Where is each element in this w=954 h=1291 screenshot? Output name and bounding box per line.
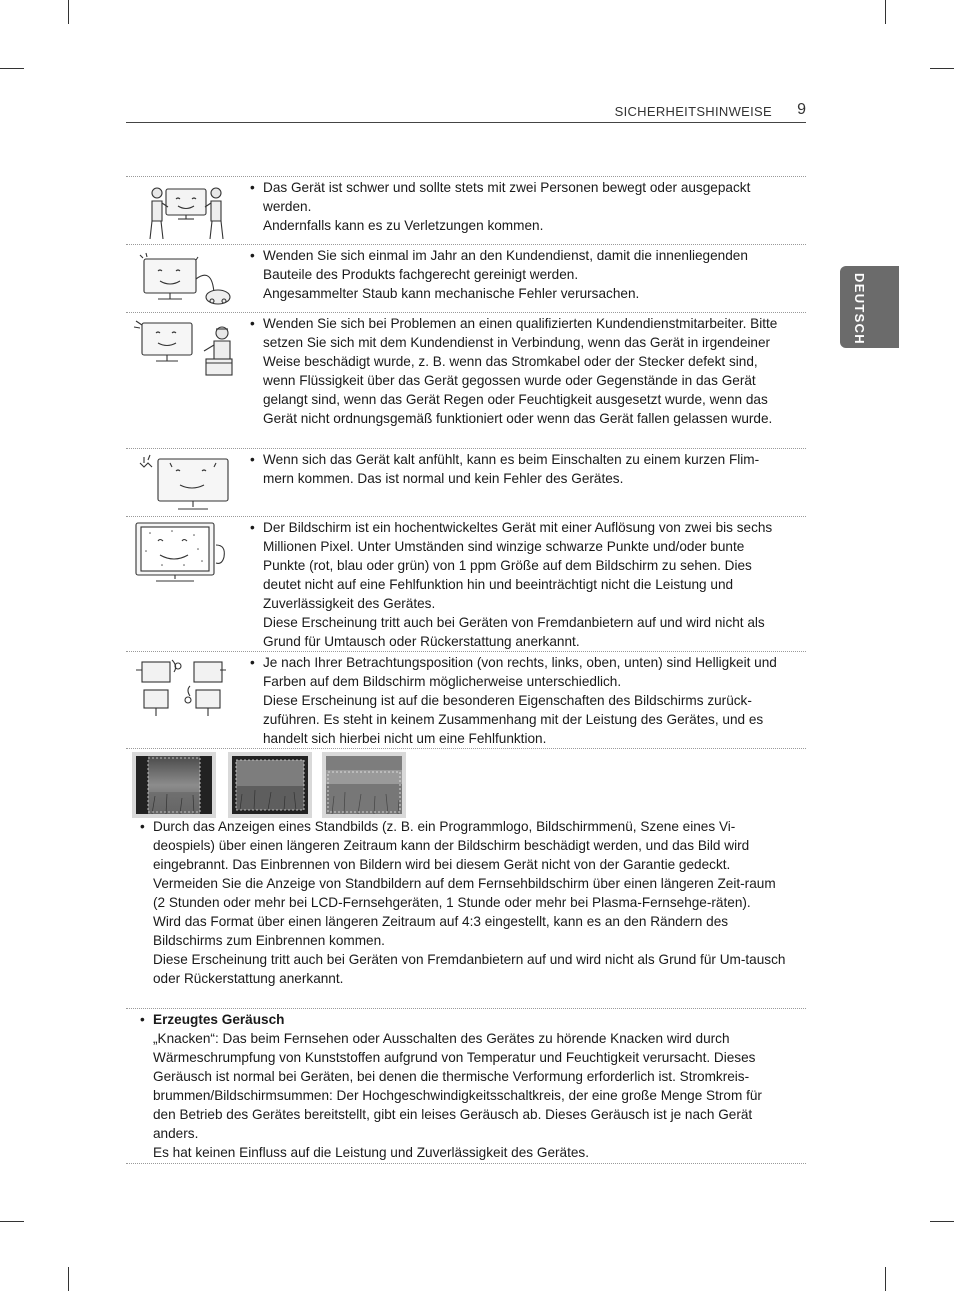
screen-burn-in-images xyxy=(132,752,422,818)
language-tab-label: DEUTSCH xyxy=(852,273,867,345)
burn-in-letterbox-image xyxy=(228,752,312,818)
safety-item: • Der Bildschirm ist ein hochentwickeltes Gerät mit einer Auflösung von zwei bis sechs Millionen Pixel. Unter Umständen sind winzige schwarze Punkte und/oder bunte Punkte (rot, blau oder grün) von 1 ppm Größe auf dem Bildschirm zu sehen. Dies deutet nicht auf eine Fehlfunktion hin und beeinträchtigt nicht die Leistung und Zuverlässigkeit des Gerätes. Diese Erscheinung tritt auch bei Geräten von Fremdanbietern auf und wird nicht als Grund für Umtausch oder Rückerstattung anerkannt. xyxy=(126,516,806,651)
safety-item: • Wenn sich das Gerät kalt anfühlt, kann es beim Einschalten zu einem kurzen Flim-mern kommen. Das ist normal und kein Fehler des Gerätes. xyxy=(126,448,806,516)
page-number: 9 xyxy=(797,101,806,118)
safety-item: • Durch das Anzeigen eines Standbilds (z. B. ein Programmlogo, Bildschirmmenü, Szene eines Vi-deospiels) über einen längeren Zeitraum kann der Bildschirm beschädigt werden, und das Bild wird eingebrannt. Das Einbrennen von Bildern wird bei diesem Gerät nicht von der Garantie gedeckt. Vermeiden Sie die Anzeige von Standbildern auf dem Fernsehbildschirm über einen längeren Zeit-raum (2 Stunden oder mehr bei LCD-Fernsehgeräten, 1 Stunde oder mehr bei Plasma-Fernsehge-räten). Wird das Format über einen längeren Zeitraum auf 4:3 eingestellt, kann es an den Rändern des Bildschirms zum Einbrennen kommen. Diese Erscheinung tritt auch bei Geräten von Fremdanbietern auf und wird nicht als Grund für Um-tausch oder Rückerstattung anerkannt. xyxy=(126,748,806,1008)
burn-in-pillarbox-image xyxy=(132,752,216,818)
crop-mark xyxy=(885,1267,886,1291)
cold-tv-flicker-icon xyxy=(132,453,242,515)
item-text: Wenn sich das Gerät kalt anfühlt, kann es beim Einschalten zu einem kurzen Flim-mern kommen. Das ist normal und kein Fehler des Gerätes. xyxy=(263,452,760,486)
item-heading: Erzeugtes Geräusch xyxy=(153,1012,285,1027)
item-text: Je nach Ihrer Betrachtungsposition (von rechts, links, oben, unten) sind Helligkeit und Farben auf dem Bildschirm möglicherweise unterschiedlich. Diese Erscheinung ist auf die besonderen Eigenschaften des Bildschirms zurück-zuführen. Es steht in keinem Zusammenhang mit der Leistung des Gerätes, und es handelt sich hierbei nicht um eine Fehlfunktion. xyxy=(263,655,777,746)
tv-with-vacuum-cleaner-icon xyxy=(132,249,242,311)
item-text: Der Bildschirm ist ein hochentwickeltes Gerät mit einer Auflösung von zwei bis sechs Millionen Pixel. Unter Umständen sind winzige schwarze Punkte und/oder bunte Punkte (rot, blau oder grün) von 1 ppm Größe auf dem Bildschirm zu sehen. Dies deutet nicht auf eine Fehlfunktion hin und beeinträchtigt nicht die Leistung und Zuverlässigkeit des Gerätes. Diese Erscheinung tritt auch bei Geräten von Fremdanbietern auf und wird nicht als Grund für Umtausch oder Rückerstattung anerkannt. xyxy=(263,520,773,649)
crop-mark xyxy=(68,0,69,24)
crop-mark xyxy=(930,68,954,69)
tv-pixel-dots-icon xyxy=(132,521,242,583)
item-text: Durch das Anzeigen eines Standbilds (z. B. ein Programmlogo, Bildschirmmenü, Szene eines Vi-deospiels) über einen längeren Zeitraum kann der Bildschirm beschädigt werden, und das Bild wird eingebrannt. Das Einbrennen von Bildern wird bei diesem Gerät nicht von der Garantie gedeckt. Vermeiden Sie die Anzeige von Standbildern auf dem Fernsehbildschirm über einen längeren Zeit-raum (2 Stunden oder mehr bei LCD-Fernsehgeräten, 1 Stunde oder mehr bei Plasma-Fernsehge-räten). Wird das Format über einen längeren Zeitraum auf 4:3 eingestellt, kann es an den Rändern des Bildschirms zum Einbrennen kommen. Diese Erscheinung tritt auch bei Geräten von Fremdanbietern auf und wird nicht als Grund für Um-tausch oder Rückerstattung anerkannt. xyxy=(153,819,786,986)
language-tab xyxy=(840,266,899,348)
burn-in-fullscreen-image xyxy=(322,752,406,818)
crop-mark xyxy=(885,0,886,24)
viewing-angles-icon xyxy=(132,656,242,718)
page-header xyxy=(126,100,806,123)
crop-mark xyxy=(0,1221,24,1222)
tv-with-service-technician-icon xyxy=(132,317,242,379)
safety-item: • Das Gerät ist schwer und sollte stets mit zwei Personen bewegt oder ausgepackt werden. Andernfalls kann es zu Verletzungen kommen. xyxy=(126,176,806,244)
crop-mark xyxy=(930,1221,954,1222)
item-text: Erzeugtes Geräusch „Knacken“: Das beim Fernsehen oder Ausschalten des Gerätes zu hörende Knacken wird durch Wärmeschrumpfung von Kunststoffen aufgrund von Temperatur und Feuchtigkeit verursacht. Dieses Geräusch ist normal bei Geräten, bei denen die thermische Verformung erforderlich ist. Stromkreis-brummen/Bildschirmsummen: Der Hochgeschwindigkeitsschaltkreis, der eine große Menge Strom für den Betrieb des Gerätes bereitstellt, gibt ein leises Geräusch ab. Dieses Geräusch ist je nach Gerät anders. Es hat keinen Einfluss auf die Leistung und Zuverlässigkeit des Gerätes. xyxy=(153,1010,788,1162)
safety-item: • Wenden Sie sich einmal im Jahr an den Kundendienst, damit die innenliegenden Bauteile des Produkts fachgerecht gereinigt werden. Angesammelter Staub kann mechanische Fehler verursachen. xyxy=(126,244,806,312)
two-people-carrying-tv-icon xyxy=(132,181,242,243)
item-text: Das Gerät ist schwer und sollte stets mit zwei Personen bewegt oder ausgepackt werden. Andernfalls kann es zu Verletzungen kommen. xyxy=(263,180,751,233)
safety-item: • Erzeugtes Geräusch „Knacken“: Das beim Fernsehen oder Ausschalten des Gerätes zu hörende Knacken wird durch Wärmeschrumpfung von Kunststoffen aufgrund von Temperatur und Feuchtigkeit verursacht. Dieses Geräusch ist normal bei Geräten, bei denen die thermische Verformung erforderlich ist. Stromkreis-brummen/Bildschirmsummen: Der Hochgeschwindigkeitsschaltkreis, der eine große Menge Strom für den Betrieb des Gerätes bereitstellt, gibt ein leises Geräusch ab. Dieses Geräusch ist je nach Gerät anders. Es hat keinen Einfluss auf die Leistung und Zuverlässigkeit des Gerätes. xyxy=(126,1008,806,1164)
crop-mark xyxy=(68,1267,69,1291)
crop-mark xyxy=(0,68,24,69)
item-text: Wenden Sie sich einmal im Jahr an den Kundendienst, damit die innenliegenden Bauteile des Produkts fachgerecht gereinigt werden. Angesammelter Staub kann mechanische Fehler verursachen. xyxy=(263,248,748,301)
section-title: SICHERHEITSHINWEISE xyxy=(614,104,772,119)
safety-item: • Je nach Ihrer Betrachtungsposition (von rechts, links, oben, unten) sind Helligkeit und Farben auf dem Bildschirm möglicherweise unterschiedlich. Diese Erscheinung ist auf die besonderen Eigenschaften des Bildschirms zurück-zuführen. Es steht in keinem Zusammenhang mit der Leistung des Gerätes, und es handelt sich hierbei nicht um eine Fehlfunktion. xyxy=(126,651,806,748)
item-text: Wenden Sie sich bei Problemen an einen qualifizierten Kundendienstmitarbeiter. Bitte setzen Sie sich mit dem Kundendienst in Verbindung, wenn das Gerät in irgendeiner Weise beschädigt wurde, z. B. wenn das Stromkabel oder der Stecker defekt sind, wenn Flüssigkeit über das Gerät gegossen wurde oder Gegenstände in das Gerät gelangt sind, wenn das Gerät Regen oder Feuchtigkeit ausgesetzt wurde, wenn das Gerät nicht ordnungsgemäß funktioniert oder wenn das Gerät fallen gelassen wurde. xyxy=(263,316,778,426)
safety-item: • Wenden Sie sich bei Problemen an einen qualifizierten Kundendienstmitarbeiter. Bitte setzen Sie sich mit dem Kundendienst in Verbindung, wenn das Gerät in irgendeiner Weise beschädigt wurde, z. B. wenn das Stromkabel oder der Stecker defekt sind, wenn Flüssigkeit über das Gerät gegossen wurde oder Gegenstände in das Gerät gelangt sind, wenn das Gerät Regen oder Feuchtigkeit ausgesetzt wurde, wenn das Gerät nicht ordnungsgemäß funktioniert oder wenn das Gerät fallen gelassen wurde. xyxy=(126,312,806,448)
